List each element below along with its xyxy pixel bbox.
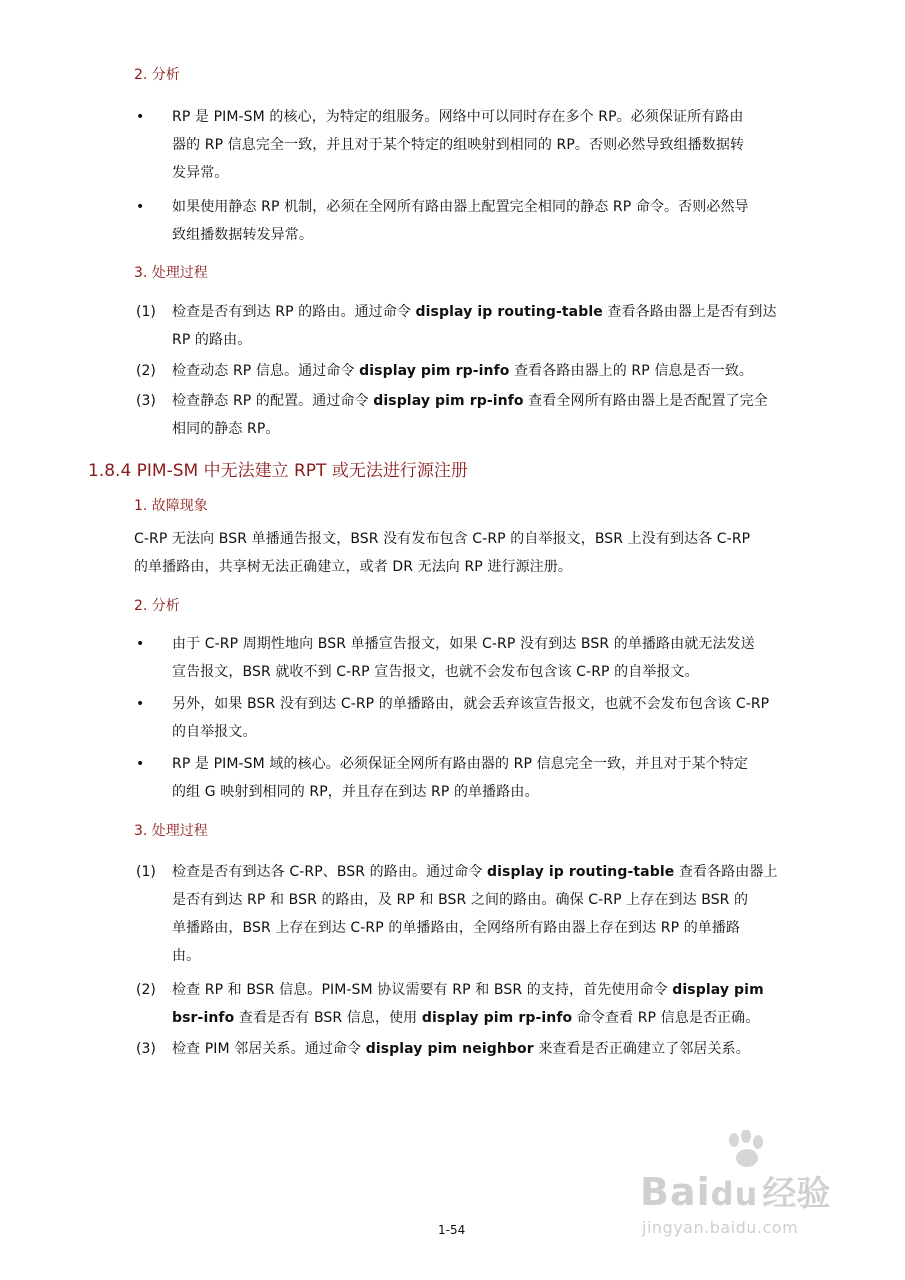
watermark-cn: 经验 xyxy=(762,1174,831,1214)
bullet-paragraph xyxy=(172,690,832,746)
text-line xyxy=(172,1035,832,1063)
text-line: 另外，如果 BSR 没有到达 C-RP 的单播路由，就会丢弃该宣告报文，也就不会发布包含该 C-RP xyxy=(172,696,770,712)
text-line: 相同的静态 RP。 xyxy=(172,421,280,437)
bullet-paragraph xyxy=(172,630,832,686)
watermark-brand: Bai xyxy=(640,1170,711,1214)
text-line xyxy=(172,858,832,886)
list-item xyxy=(172,298,832,354)
bullet-dot: • xyxy=(136,636,145,652)
bullet-paragraph xyxy=(172,750,832,806)
section-title: 1.8.4 PIM-SM 中无法建立 RPT 或无法进行源注册 xyxy=(88,461,468,481)
text-line: 由于 C-RP 周期性地向 BSR 单播宣告报文，如果 C-RP 没有到达 BSR 的单播路由就无法发送 xyxy=(172,636,755,652)
bullet-paragraph xyxy=(172,193,832,249)
text-span: 命令查看 RP 信息是否正确。 xyxy=(572,1010,760,1026)
text-line: 由。 xyxy=(172,948,201,964)
text-line: RP 的路由。 xyxy=(172,332,252,348)
heading-procedure-1: 3. 处理过程 xyxy=(134,265,208,281)
list-number: (2) xyxy=(136,982,156,998)
text-line: C-RP 无法向 BSR 单播通告报文，BSR 没有发布包含 C-RP 的自举报文，BSR 上没有到达各 C-RP xyxy=(134,531,751,547)
command-text: display pim xyxy=(672,982,764,998)
text-line: 宣告报文，BSR 就收不到 C-RP 宣告报文，也就不会发布包含该 C-RP 的自举报文。 xyxy=(172,664,699,680)
command-text: display pim rp-info xyxy=(373,393,524,409)
text-span: 查看是否有 BSR 信息，使用 xyxy=(234,1010,422,1026)
command-text: display pim rp-info xyxy=(359,363,510,379)
text-span: 检查是否有到达 RP 的路由。通过命令 xyxy=(172,304,416,320)
text-line xyxy=(172,1004,832,1032)
text-span: 检查静态 RP 的配置。通过命令 xyxy=(172,393,374,409)
text-span: 检查是否有到达各 C-RP、BSR 的路由。通过命令 xyxy=(172,864,488,880)
text-line xyxy=(172,298,832,326)
text-line xyxy=(172,357,832,385)
watermark-url: jingyan.baidu.com xyxy=(642,1218,799,1237)
command-text: display pim rp-info xyxy=(421,1010,573,1026)
page-number: 1-54 xyxy=(438,1223,466,1237)
list-number: (3) xyxy=(136,393,156,409)
bullet-paragraph xyxy=(172,103,832,187)
text-span: 来查看是否正确建立了邻居关系。 xyxy=(533,1041,750,1057)
heading-symptom: 1. 故障现象 xyxy=(134,498,208,514)
text-line xyxy=(172,976,832,1004)
list-item xyxy=(172,976,832,1032)
text-line xyxy=(172,387,832,415)
text-line: 单播路由，BSR 上存在到达 C-RP 的单播路由，全网络所有路由器上存在到达 RP 的单播路 xyxy=(172,920,741,936)
list-item xyxy=(172,387,832,443)
command-text: display ip routing-table xyxy=(415,304,603,320)
text-line: 发异常。 xyxy=(172,165,229,181)
list-number: (2) xyxy=(136,363,156,379)
command-text: display ip routing-table xyxy=(487,864,675,880)
text-line: 致组播数据转发异常。 xyxy=(172,227,313,243)
text-line: 的单播路由，共享树无法正确建立，或者 DR 无法向 RP 进行源注册。 xyxy=(134,559,572,575)
command-text: display pim neighbor xyxy=(365,1041,534,1057)
text-line: 如果使用静态 RP 机制，必须在全网所有路由器上配置完全相同的静态 RP 命令。否则必然导 xyxy=(172,199,749,215)
heading-analysis-2: 2. 分析 xyxy=(134,598,180,614)
text-line: 器的 RP 信息完全一致，并且对于某个特定的组映射到相同的 RP。否则必然导致组播数据转 xyxy=(172,137,745,153)
text-line: 的自举报文。 xyxy=(172,724,257,740)
watermark-logo xyxy=(640,1166,830,1215)
text-span: 检查动态 RP 信息。通过命令 xyxy=(172,363,360,379)
baidu-jingyan-watermark xyxy=(640,1130,870,1250)
text-line: RP 是 PIM-SM 的核心，为特定的组服务。网络中可以同时存在多个 RP。必须保证所有路由 xyxy=(172,109,744,125)
watermark-brand-suffix: du xyxy=(710,1175,759,1213)
command-text: bsr-info xyxy=(172,1010,235,1026)
heading-procedure-2: 3. 处理过程 xyxy=(134,823,208,839)
text-line: 是否有到达 RP 和 BSR 的路由，及 RP 和 BSR 之间的路由。确保 C-RP 上存在到达 BSR 的 xyxy=(172,892,749,908)
bullet-dot: • xyxy=(136,756,145,772)
bullet-dot: • xyxy=(136,199,145,215)
bullet-dot: • xyxy=(136,696,145,712)
text-span: 查看各路由器上的 RP 信息是否一致。 xyxy=(509,363,754,379)
text-line: RP 是 PIM-SM 域的核心。必须保证全网所有路由器的 RP 信息完全一致，并且对于某个特定 xyxy=(172,756,749,772)
list-number: (1) xyxy=(136,304,156,320)
bullet-dot: • xyxy=(136,109,145,125)
text-span: 检查 RP 和 BSR 信息。PIM-SM 协议需要有 RP 和 BSR 的支持，首先使用命令 xyxy=(172,982,673,998)
list-number: (1) xyxy=(136,864,156,880)
text-span: 检查 PIM 邻居关系。通过命令 xyxy=(172,1041,366,1057)
list-item xyxy=(172,1035,832,1063)
symptom-paragraph xyxy=(134,525,834,581)
list-item xyxy=(172,357,832,385)
list-item xyxy=(172,858,832,970)
text-span: 查看全网所有路由器上是否配置了完全 xyxy=(523,393,768,409)
text-line: 的组 G 映射到相同的 RP，并且存在到达 RP 的单播路由。 xyxy=(172,784,539,800)
paw-icon xyxy=(720,1130,770,1170)
list-number: (3) xyxy=(136,1041,156,1057)
heading-analysis-1: 2. 分析 xyxy=(134,67,180,83)
text-span: 查看各路由器上 xyxy=(674,864,778,880)
text-span: 查看各路由器上是否有到达 xyxy=(602,304,777,320)
